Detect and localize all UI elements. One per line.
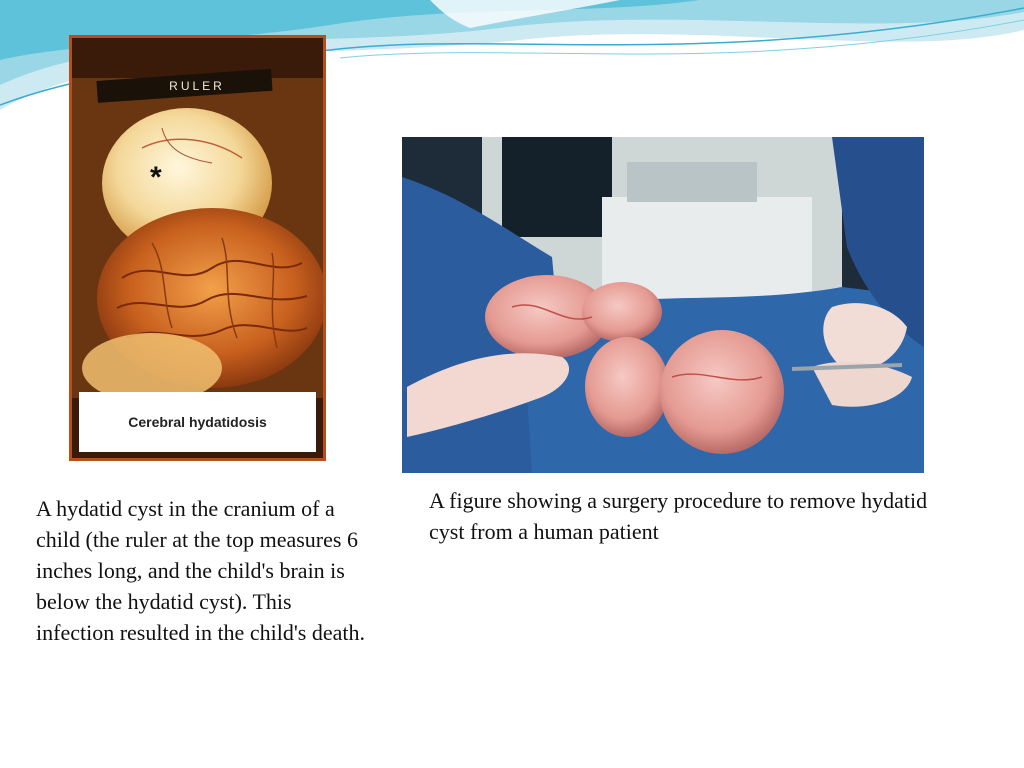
cyst-marker: * — [150, 161, 162, 194]
surgery-illustration — [402, 137, 924, 473]
left-caption: A hydatid cyst in the cranium of a child (the ruler at the top measures 6 inches long, and the child's brain is below the hydatid cyst). This infection resulted in the child's death. — [36, 496, 365, 645]
figure-label-box — [79, 392, 316, 452]
cerebral-hydatidosis-photo — [69, 35, 326, 461]
surgery-photo — [402, 137, 924, 473]
ruler-markings: RULER — [169, 79, 225, 93]
right-caption: A figure showing a surgery procedure to remove hydatid cyst from a human patient — [429, 488, 928, 544]
figure-label: Cerebral hydatidosis — [128, 414, 267, 430]
